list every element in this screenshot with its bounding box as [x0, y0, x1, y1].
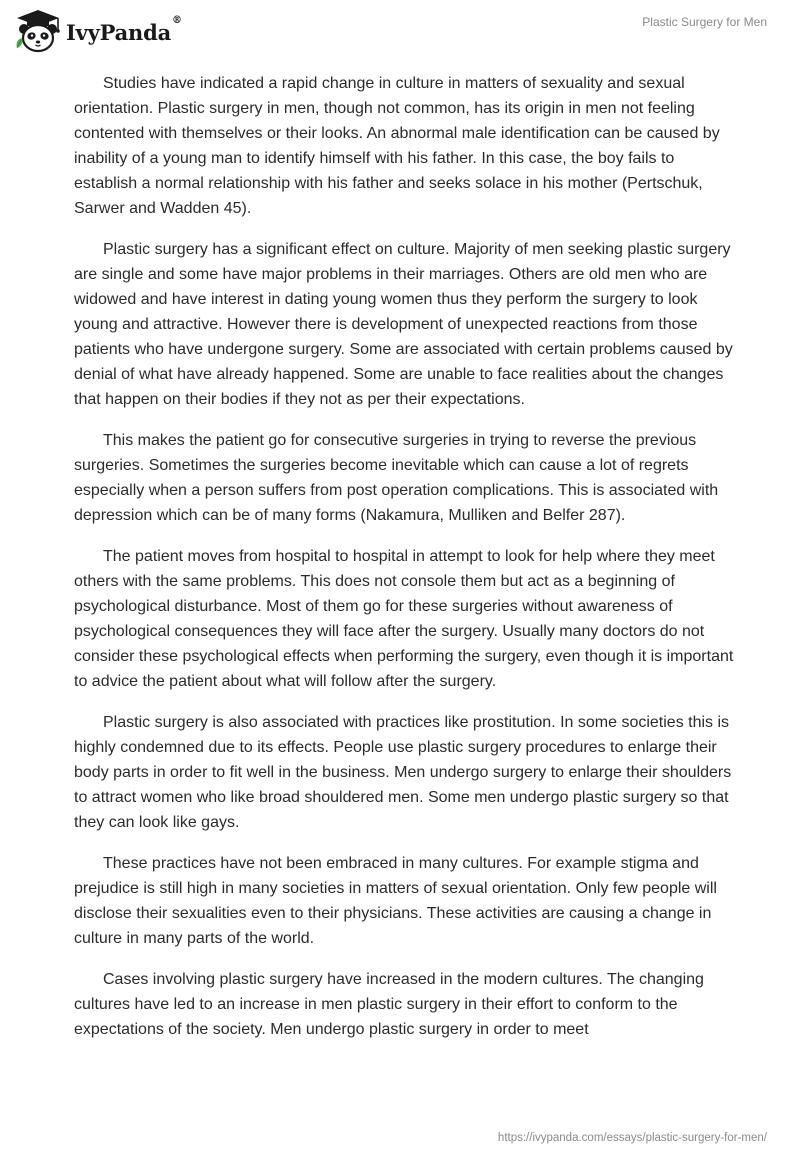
essay-paragraph-1: Studies have indicated a rapid change in culture in matters of sexuality and sexual orientation. Plastic surgery in men, though not common, has its origin in men not feeling contented with themselves or their looks. An abnormal male identification can be caused by inability of a young man to identify himself with his father. In this case, the boy fails to establish a normal relationship with his father and seeks solace in his mother (Pertschuk, Sarwer and Wadden 45).: [74, 75, 720, 217]
brand-name: IvyPanda®: [66, 14, 182, 45]
running-title: Plastic Surgery for Men: [642, 15, 767, 29]
ivypanda-logo[interactable]: [14, 8, 194, 54]
essay-paragraph-6: These practices have not been embraced in many cultures. For example stigma and prejudice is still high in many societies in matters of sexual orientation. Only few people will disclose their sexualities even to their physicians. These activities are causing a change in culture in many parts of the world.: [74, 855, 717, 947]
registered-mark: ®: [172, 14, 182, 26]
essay-paragraph-3: This makes the patient go for consecutive surgeries in trying to reverse the previous surgeries. Sometimes the surgeries become inevitable which can cause a lot of regrets especially when a person suffers from post operation complications. This is associated with depression which can be of many forms (Nakamura, Mulliken and Belfer 287).: [74, 432, 719, 524]
essay-body: [74, 71, 734, 1058]
essay-paragraph-5: Plastic surgery is also associated with practices like prostitution. In some societies this is highly condemned due to its effects. People use plastic surgery procedures to enlarge their body parts in order to fit well in the business. Men undergo surgery to enlarge their shoulders to attract women who like broad shouldered men. Some men undergo plastic surgery so that they can look like gays.: [74, 714, 732, 831]
page-header: [0, 0, 800, 60]
panda-graduate-icon: [14, 8, 62, 54]
essay-paragraph-7: Cases involving plastic surgery have increased in the modern cultures. The changing cultures have led to an increase in men plastic surgery in their effort to conform to the expectations of the society. Men undergo plastic surgery in order to meet: [74, 971, 704, 1038]
essay-paragraph-2: Plastic surgery has a significant effect on culture. Majority of men seeking plastic surgery are single and some have major problems in their marriages. Others are old men who are widowed and have interest in dating young women thus they perform the surgery to look young and attractive. However there is development of unexpected reactions from those patients who have undergone surgery. Some are associated with certain problems caused by denial of what have already happened. Some are unable to face realities about the changes that happen on their bodies if they not as per their expectations.: [74, 241, 733, 408]
essay-paragraph-4: The patient moves from hospital to hospital in attempt to look for help where they meet others with the same problems. This does not console them but act as a beginning of psychological disturbance. Most of them go for these surgeries without awareness of psychological consequences they will face after the surgery. Usually many doctors do not consider these psychological effects when performing the surgery, even though it is important to advice the patient about what will follow after the surgery.: [74, 548, 734, 690]
source-url[interactable]: https://ivypanda.com/essays/plastic-surgery-for-men/: [497, 1132, 767, 1144]
